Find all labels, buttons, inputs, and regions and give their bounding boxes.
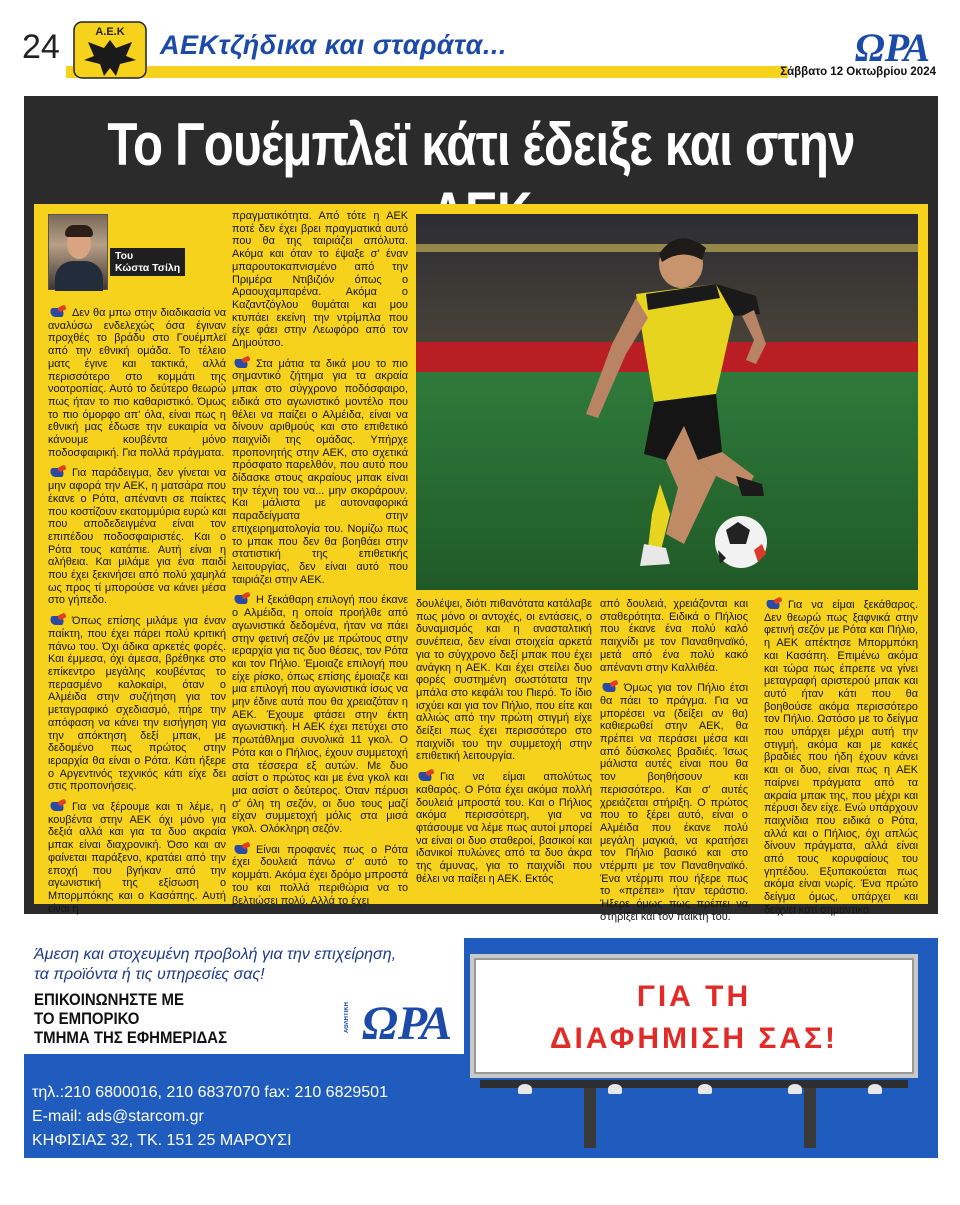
- player-photo: [416, 214, 918, 590]
- author-label: Του: [115, 250, 134, 262]
- paragraph: Είναι προφανές πως ο Ρότα έχει δουλειά πάνω σ' αυτό το κομμάτι. Ακόμα έχει δρόμο μπροστά του και πολλά περιθώρια να το βελτιώσει πολύ. Αλλά το έχει: [232, 843, 408, 907]
- paragraph-marker-icon: [416, 770, 438, 782]
- billboard-lamp-icon: [868, 1084, 882, 1094]
- paragraph: Στα μάτια τα δικά μου το πιο σημαντικό ζήτημα για τα ακραία μπακ στο σύγχρονο ποδόσφαιρο, ειδικά στο αγωνιστικό μοντέλο που θέλει να παίζει ο Αλμέιδα, είναι να δίνουν αριθμούς και στο επιθετικό παιχνίδι της ομάδας. Υπήρχε προπονητής στην ΑΕΚ, στο σχετικά πρόσφατο παρελθόν, που αυτό που δίδασκε στους ακραίους μπακ είναι την τέχνη του να... μην σκοράρουν. Και μάλιστα με αυτοναφορικά παραδείγματα στην επιχειρηματολογία του. Νομίζω πως το μπακ που δεν θα βοηθάει στην στατιστική της επιθετικής λειτουργίας, δεν είναι αυτό που ταιριάζει στην ΑΕΚ.: [232, 357, 408, 586]
- paragraph: Όπως επίσης μιλάμε για έναν παίκτη, που έχει πάρει πολύ κριτική πάνω του. Όχι άδικα αρκετές φορές. Και έμμεσα, όχι άμεσα, βρέθηκε στο επίκεντρο μεγάλης κουβέντας το περασμένο καλοκαίρι, όταν ο Αλμέιδα στην συζήτηση για τον μεταγραφικό σχεδιασμό, πήρε την απόφαση να κάνει την εισήγηση για την απόκτηση δεξί μπακ, με δεδομένο πως πρώτος στην ιεραρχία θα είναι ο Ρότα. Κάτι ήξερε ο Αργεντινός τεχνικός κάτι είχε δει στις προπονήσεις.: [48, 615, 226, 793]
- ad-contact-text: ΕΠΙΚΟΙΝΩΝΗΣΤΕ ΜΕ ΤΟ ΕΜΠΟΡΙΚΟ ΤΜΗΜΑ ΤΗΣ ΕΦΗΜΕΡΙΔΑΣ: [34, 990, 228, 1047]
- page-number: 24: [22, 28, 60, 66]
- author-photo: [48, 214, 108, 290]
- issue-date: Σάββατο 12 Οκτωβρίου 2024: [780, 66, 936, 78]
- author-box: [48, 214, 188, 292]
- section-title: ΑΕΚτζήδικα και σταράτα...: [160, 30, 507, 60]
- billboard-lamp-icon: [698, 1084, 712, 1094]
- paragraph: Όμως για τον Πήλιο έτσι θα πάει το πράγμα. Για να μπορέσει να (δείξει αν θα) καθιερωθεί στην ΑΕΚ, θα πρέπει να περάσει μέσα και από δύσκολες βραδιές. Ίσως μάλιστα αυτές είναι που θα τον βοηθήσουν και περισσότερο. Και σ' αυτές χρειάζεται στήριξη. Ο πρώτος που το ξέρει αυτό, είναι ο Αλμέιδα που έκανε πολύ μεγάλη μαγκιά, να κρατήσει τον Πήλιο βασικό και στο ντέρμπι με τον Παναθηναϊκό. Ένα ντέρμπι που ήξερε πως το «πρέπει» ήταν τεράστιο. Ήξερε όμως πως πρέπει να στηρίξει και τον παίκτη του.: [600, 682, 748, 923]
- paragraph-marker-icon: [232, 843, 254, 855]
- ad-intro: [24, 938, 464, 988]
- billboard-lamp-icon: [608, 1084, 622, 1094]
- paragraph: δουλέψει, διότι πιθανότατα κατάλαβε πως μόνο οι αντοχές, οι εντάσεις, ο δυναμισμός και η ανασταλτική συνέπεια, δεν είναι στοιχεία αρκετά για το σύγχρονο δεξί μπακ που έχει ανάγκη η ΑΕΚ. Και έχει στείλει δυο φορές συστημένη σωστότατα την μπάλα στο κεφάλι του Πιερό. Το ίδιο ισχύει και για τον Πήλιο, που είτε και αλλιώς από την πρώτη στιγμή είχε δείξει πως έχει περισσότερο στο παιχνίδι του την συμμετοχή στην επιθετική λειτουργία.: [416, 598, 592, 763]
- ad-logo: ΩΡΑ: [362, 997, 453, 1050]
- billboard-leg: [804, 1088, 816, 1148]
- article-headline: Το Γουέμπλεϊ κάτι έδειξε και στην: [107, 111, 855, 178]
- billboard-line-1: ΓΙΑ ΤΗ: [636, 980, 752, 1013]
- ad-phone: τηλ.:210 6800016, 210 6837070 fax: 210 6829501: [32, 1084, 388, 1101]
- paragraph: Για παράδειγμα, δεν γίνεται να μην αφορά την ΑΕΚ, η ματσάρα που έκανε ο Ρότα, απέναντι σε παίκτες που κοστίζουν εκατομμύρια ευρώ και που αποδεδειγμένα είναι τον επιπέδου ποδοσφαιριστές. Και ο Ρότα τους κατάπιε. Αυτή είναι η αλήθεια. Και μιλάμε για ένα παιδί που έχει ξεκινήσει από πολύ χαμηλά ως προς τί μπορούσε να κάνει μέσα στο γήπεδο.: [48, 467, 226, 607]
- crest-text: Α.Ε.Κ: [95, 26, 125, 38]
- paragraph: από δουλειά, χρειάζονται και σταθερότητα. Ειδικά ο Πήλιος που έκανε ένα πολύ καλό παιχνίδι με τον Παναθηναϊκό, μετά από ένα πολύ κακό απέναντι στην Καλλιθέα.: [600, 598, 748, 674]
- newspaper-logo: ΩΡΑ: [854, 25, 930, 70]
- ad-logo-subtitle: ΑΘΛΗΤΙΚΗ: [344, 1002, 350, 1034]
- billboard-line-2: ΔΙΑΦΗΜΙΣΗ ΣΑΣ!: [549, 1022, 839, 1055]
- billboard-lamp-icon: [518, 1084, 532, 1094]
- advertisement-banner: [24, 938, 938, 1158]
- paragraph: Για να ξέρουμε και τι λέμε, η κουβέντα στην ΑΕΚ όχι μόνο για δεξιά αλλά και για τα δυο ακραία μπακ είναι διαχρονική. Όσο και αν φαίνεται παράξενο, κρατάει από την εποχή που βγήκαν από την αγωνιστική της εξίσωση ο Μπορμπόκης και ο Κασάπης. Αυτή είναι η: [48, 801, 226, 915]
- page-header: [0, 0, 960, 96]
- paragraph-marker-icon: [48, 800, 70, 812]
- paragraph-marker-icon: [48, 614, 70, 626]
- paragraph: Δεν θα μπω στην διαδικασία να αναλύσω ενδελεχώς όσα έγιναν προχθές το βράδυ στο Γουέμπλεϊ από την εθνική ομάδα. Το τέλειο ματς έγινε και τακτικά, αλλά περισσότερο στο κομμάτι της νοοτροπίας. Αυτό το δεύτερο θεωρώ πως ήταν το πιο καθαριστικό. Όμως το πιο όμορφο απ' όλα, είναι πως η εθνική μας έδωσε την ευκαιρία να κάνουμε κουβέντα μόνο ποδοσφαιρική. Για πολλά πράγματα.: [48, 307, 226, 459]
- author-byline: [110, 248, 185, 276]
- article-column-1: [48, 306, 226, 922]
- paragraph-marker-icon: [48, 466, 70, 478]
- paragraph-marker-icon: [232, 357, 254, 369]
- ad-intro-line-1: Άμεση και στοχευμένη προβολή για την επιχείρηση,: [34, 946, 397, 963]
- paragraph: Η ξεκάθαρη επιλογή που έκανε ο Αλμέιδα, η οποία προήλθε από αγωνιστικά δεδομένα, ήταν να πάει στην φετινή σεζόν με πρώτους στην ιεραρχία για τις δυο θέσεις, τον Ρότα και τον Πήλιο. Έμοιαζε επιλογή που είχε ρίσκο, όπως επίσης έμοιαζε και μια επιλογή που αγωνιστικά ίσως να μην έδινε αυτά που θα χρειαζόταν η ΑΕΚ. Έχουμε φτάσει στην έκτη αγωνιστική. Η ΑΕΚ έχει πετύχει στο πρωτάθλημα συνολικά 11 γκολ. Ο Ρότα και ο Πήλιος, έχουν συμμετοχή στα τέσσερα εξ αυτών. Με δυο ασίστ ο πρώτος και με ένα γκολ και μια ασίστ ο δεύτερος. Όταν πέρυσι σ' όλη τη σεζόν, οι δυο τους μαζί είχαν συμμετοχή μόλις στα μισά γκολ. Ολόκληρη σεζόν.: [232, 594, 408, 836]
- billboard-beam: [480, 1080, 908, 1088]
- ad-email[interactable]: E-mail: ads@starcom.gr: [32, 1108, 204, 1125]
- billboard: [470, 954, 918, 1078]
- article-column-3: [416, 598, 592, 892]
- paragraph: πραγματικότητα. Από τότε η ΑΕΚ ποτέ δεν έχει βρει πραγματικά αυτό που θα της ταιριάζει απόλυτα. Ακόμα και όταν το έψαξε σ' έναν μπαρουτοκαπνισμένο από την Πριμέρα Ντιβιζιόν όπως ο Αραουχαμπαρένα. Ακόμα ο Καζαντζόγλου θυμάται και μου κτυπάει εκείνη την ντρίμπλα που είχε φάει στην Λεωφόρο από τον Δημούτσο.: [232, 210, 408, 350]
- ad-address: ΚΗΦΙΣΙΑΣ 32, ΤΚ. 151 25 ΜΑΡΟΥΣΙ: [32, 1132, 292, 1149]
- paragraph-marker-icon: [764, 598, 786, 610]
- paragraph: Για να είμαι απολύτως καθαρός. Ο Ρότα έχει ακόμα πολλή δουλειά μπροστά του. Και ο Πήλιος ακόμα περισσότερη, για να φτάσουμε να λέμε πως αυτοί μπορεί να είναι οι δυο σταθεροί, βασικοί και ιδανικοί πυλώνες από τα δυο άκρα της άμυνας, για το παιχνίδι που θέλει να παίξει η ΑΕΚ. Εκτός: [416, 771, 592, 885]
- ad-intro-line-2: τα προϊόντα ή τις υπηρεσίες σας!: [34, 966, 265, 983]
- ad-contact-block: [24, 988, 464, 1054]
- billboard-leg: [584, 1088, 596, 1148]
- article-column-4: [600, 598, 748, 931]
- article-body: [34, 204, 928, 923]
- article-column-5: [764, 598, 918, 924]
- author-name: Κώστα Τσίλη: [115, 262, 181, 274]
- article-frame: [24, 96, 938, 923]
- billboard-lamp-icon: [788, 1084, 802, 1094]
- article-column-2: [232, 210, 408, 914]
- paragraph-marker-icon: [48, 306, 70, 318]
- paragraph-marker-icon: [600, 681, 622, 693]
- paragraph-marker-icon: [232, 593, 254, 605]
- header-yellow-rule: [66, 66, 788, 78]
- aek-crest-icon: [72, 20, 148, 80]
- paragraph: Για να είμαι ξεκάθαρος. Δεν θεωρώ πως ξαφνικά στην φετινή σεζόν με Ρότα και Πήλιο, η ΑΕΚ απέκτησε Μπορμπόκη και Κασάπη. Επιμένω ακόμα και τώρα πως έπρεπε να γίνει μεταγραφή αριστερού μπακ και αυτό ήταν κάτι που θα βοηθούσε ακόμα περισσότερο τον Πήλιο. Ωστόσο με το δείγμα που υπάρχει μέχρι αυτή την στιγμή, ακόμα και με κακές βραδιές που ήδη έχουν κάνει και οι δυο, είναι πως η ΑΕΚ παίρνει πράγματα από τα ακραία μπακ της, που μέχρι και πέρυσι δεν είχε. Ενώ υπάρχουν παιχνίδια που ειδικά ο Ρότα, αλλά και ο Πήλιος, όχι απλώς δίνουν πράγματα, αλλά είναι από τους κορυφαίους του γηπέδου. Εξυπακούεται πως ακόμα είναι νωρίς. Ένα πρώτο δείγμα όμως, υπάρχει και δείχνει κάτι σημαντικό.: [764, 599, 918, 916]
